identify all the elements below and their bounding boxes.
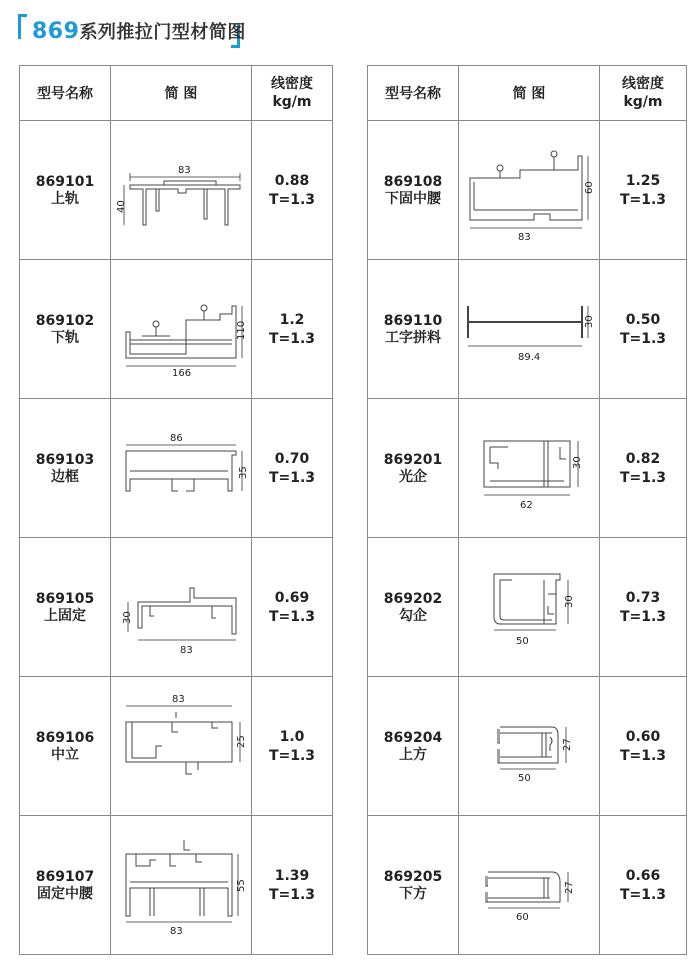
profile-name [20, 816, 111, 955]
header-density [600, 66, 686, 120]
profile-sketch-icon [116, 558, 246, 658]
dim-height: 27 [564, 880, 575, 894]
profile-drawing [459, 121, 600, 260]
table-header [368, 66, 686, 120]
dim-width: 83 [172, 693, 185, 705]
profile-name [368, 399, 459, 538]
dim-height: 35 [238, 465, 249, 479]
profile-weight [252, 399, 332, 538]
profile-code: 869103 [35, 451, 95, 468]
profile-label: 勾企 [399, 607, 427, 624]
dim-height: 60 [584, 180, 595, 194]
profile-sketch-icon [116, 826, 246, 946]
profile-weight [600, 816, 686, 955]
profile-label: 下固中腰 [385, 190, 441, 207]
profile-name [368, 121, 459, 260]
profile-sketch-icon [116, 141, 246, 241]
profile-sketch-icon [116, 692, 246, 802]
profile-weight [600, 399, 686, 538]
dim-height: 40 [116, 199, 127, 213]
header-drawing: 简 图 [459, 66, 600, 120]
profile-weight [252, 260, 332, 399]
profile-drawing [459, 677, 600, 816]
profile-weight [252, 538, 332, 677]
dim-height: 30 [564, 594, 575, 608]
thickness-value: T=1.3 [268, 191, 316, 208]
profile-code: 869106 [35, 729, 95, 746]
profile-sketch-icon [116, 280, 246, 380]
profile-drawing [111, 538, 252, 677]
table-row [20, 120, 332, 260]
density-value: 0.60 [625, 728, 661, 745]
title-bracket-left [18, 14, 27, 39]
profile-drawing [111, 260, 252, 399]
profile-code: 869101 [35, 173, 95, 190]
profile-sketch-icon [464, 558, 594, 658]
dim-height: 30 [122, 610, 133, 624]
profile-code: 869201 [383, 451, 443, 468]
table-row [368, 537, 686, 677]
profile-sketch-icon [464, 419, 594, 519]
profile-code: 869107 [35, 868, 95, 885]
header-model: 型号名称 [368, 66, 459, 120]
profile-code: 869204 [383, 729, 443, 746]
dim-width: 50 [518, 772, 531, 784]
profile-sketch-icon [464, 836, 594, 936]
profile-code: 869202 [383, 590, 443, 607]
right-profile-table [367, 65, 687, 955]
profile-name [20, 399, 111, 538]
table-row [368, 120, 686, 260]
thickness-value: T=1.3 [268, 608, 316, 625]
dim-height: 110 [236, 320, 247, 340]
density-value: 0.88 [274, 172, 310, 189]
thickness-value: T=1.3 [268, 886, 316, 903]
profile-name [368, 538, 459, 677]
profile-label: 工字拼料 [385, 329, 441, 346]
profile-drawing [459, 816, 600, 955]
header-density [252, 66, 332, 120]
profile-code: 869108 [383, 173, 443, 190]
density-value: 0.69 [274, 589, 310, 606]
profile-code: 869205 [383, 868, 443, 885]
thickness-value: T=1.3 [268, 469, 316, 486]
table-row [20, 537, 332, 677]
density-value: 1.2 [279, 311, 305, 328]
density-value: 1.25 [625, 172, 661, 189]
header-density-label: 线密度 [622, 76, 664, 92]
table-row [368, 815, 686, 955]
dim-width: 86 [170, 432, 183, 444]
profile-drawing [111, 816, 252, 955]
profile-drawing [459, 538, 600, 677]
dim-height: 27 [562, 737, 573, 751]
table-row [20, 259, 332, 399]
profile-sketch-icon [464, 697, 594, 797]
dim-height: 30 [572, 455, 583, 469]
profile-name [368, 677, 459, 816]
profile-label: 上固定 [44, 607, 86, 624]
table-row [368, 676, 686, 816]
dim-width: 83 [170, 925, 183, 937]
thickness-value: T=1.3 [619, 191, 667, 208]
profile-weight [600, 260, 686, 399]
thickness-value: T=1.3 [619, 747, 667, 764]
profile-name [20, 538, 111, 677]
thickness-value: T=1.3 [268, 330, 316, 347]
density-value: 0.82 [625, 450, 661, 467]
profile-label: 边框 [51, 468, 79, 485]
header-density-unit: kg/m [272, 94, 312, 110]
header-model: 型号名称 [20, 66, 111, 120]
profile-weight [252, 677, 332, 816]
profile-drawing [459, 399, 600, 538]
profile-label: 中立 [51, 746, 79, 763]
dim-height: 30 [584, 314, 595, 328]
dim-height: 55 [236, 878, 247, 892]
dim-width: 89.4 [518, 351, 541, 363]
dim-width: 83 [180, 644, 193, 656]
left-profile-table [19, 65, 333, 955]
table-row [368, 259, 686, 399]
profile-weight [600, 121, 686, 260]
profile-name [368, 260, 459, 399]
profile-label: 上轨 [51, 190, 79, 207]
thickness-value: T=1.3 [619, 330, 667, 347]
dim-height: 25 [236, 734, 247, 748]
profile-code: 869105 [35, 590, 95, 607]
profile-weight [252, 816, 332, 955]
header-density-unit: kg/m [623, 94, 663, 110]
profile-label: 光企 [399, 468, 427, 485]
profile-drawing [459, 260, 600, 399]
profile-name [368, 816, 459, 955]
density-value: 1.39 [274, 867, 310, 884]
profile-label: 下轨 [51, 329, 79, 346]
density-value: 0.50 [625, 311, 661, 328]
title-text: 系列推拉门型材简图 [79, 22, 246, 43]
profile-name [20, 677, 111, 816]
density-value: 0.70 [274, 450, 310, 467]
dim-width: 50 [516, 635, 529, 647]
title-bracket [18, 14, 246, 48]
dim-width: 60 [516, 911, 529, 923]
table-header [20, 66, 332, 120]
table-row [368, 398, 686, 538]
title-series-number: 869 [32, 19, 80, 44]
profile-label: 下方 [399, 885, 427, 902]
density-value: 1.0 [279, 728, 305, 745]
profile-drawing [111, 399, 252, 538]
thickness-value: T=1.3 [619, 469, 667, 486]
dim-width: 83 [518, 231, 531, 243]
dim-width: 62 [520, 499, 533, 511]
density-value: 0.66 [625, 867, 661, 884]
thickness-value: T=1.3 [619, 608, 667, 625]
table-row [20, 676, 332, 816]
profile-label: 固定中腰 [37, 885, 93, 902]
table-row [20, 815, 332, 955]
profile-sketch-icon [464, 136, 594, 246]
profile-weight [252, 121, 332, 260]
profile-drawing [111, 677, 252, 816]
header-drawing: 简 图 [111, 66, 252, 120]
density-value: 0.73 [625, 589, 661, 606]
thickness-value: T=1.3 [619, 886, 667, 903]
profile-code: 869110 [383, 312, 443, 329]
profile-sketch-icon [116, 419, 249, 519]
profile-name [20, 260, 111, 399]
profile-code: 869102 [35, 312, 95, 329]
page-title [32, 18, 246, 44]
table-row [20, 398, 332, 538]
profile-sketch-icon [464, 280, 594, 380]
header-density-label: 线密度 [271, 76, 313, 92]
thickness-value: T=1.3 [268, 747, 316, 764]
profile-label: 上方 [399, 746, 427, 763]
profile-weight [600, 538, 686, 677]
dim-width: 166 [172, 367, 192, 379]
profile-weight [600, 677, 686, 816]
dim-width: 83 [178, 164, 191, 176]
profile-drawing [111, 121, 252, 260]
profile-name [20, 121, 111, 260]
